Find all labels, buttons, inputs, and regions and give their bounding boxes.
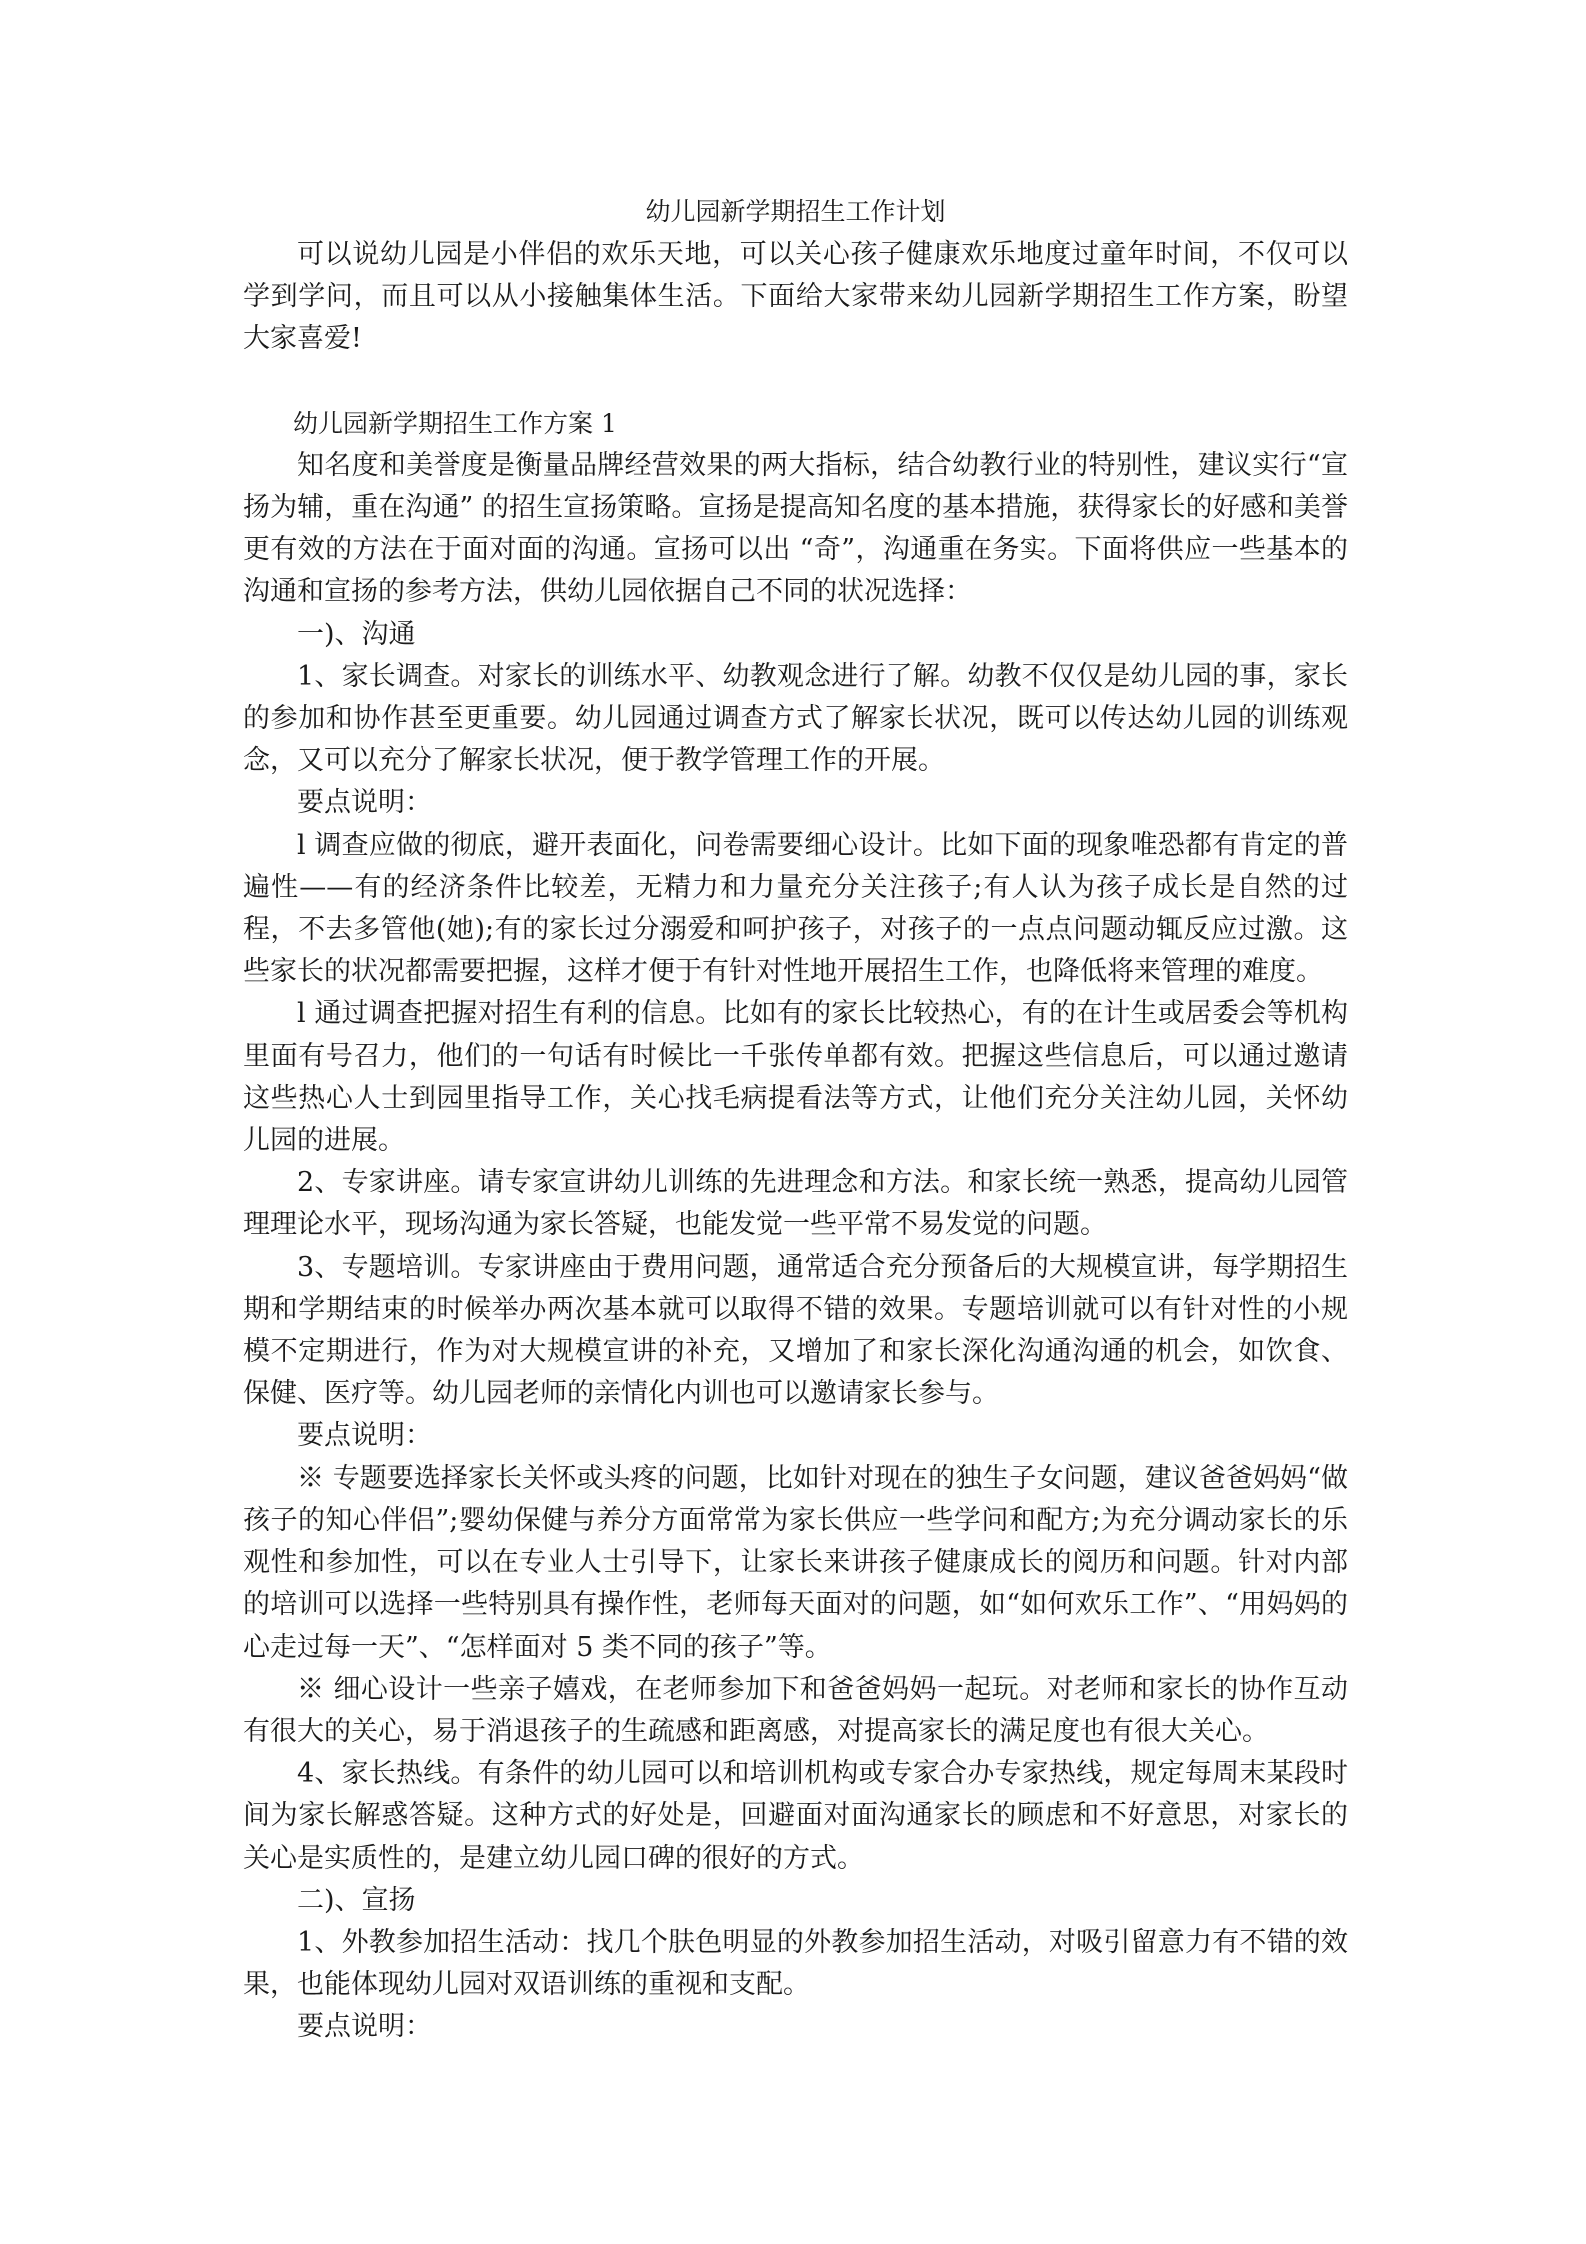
paragraph-parent-survey: 1、家长调查。对家长的训练水平、幼教观念进行了解。幼教不仅仅是幼儿园的事，家长的参加和协作甚至更重要。幼儿园通过调查方式了解家长状况，既可以传达幼儿园的训练观念，又可以充分了解家长状况，便于教学管理工作的开展。 [243, 660, 1348, 777]
note-topic-selection: ※ 专题要选择家长关怀或头疼的问题，比如针对现在的独生子女问题，建议爸爸妈妈“做孩子的知心伴侣”;婴幼保健与养分方面常常为家长供应一些学问和配方;为充分调动家长的乐观性和参加性，可以在专业人士引导下，让家长来讲孩子健康成长的阅历和问题。针对内部的培训可以选择一些特别具有操作性，老师每天面对的问题，如“如何欢乐工作”、“用妈妈的心走过每一天”、“怎样面对 5 类不同的孩子”等。 [243, 1462, 1348, 1663]
note-parent-child-games: ※ 细心设计一些亲子嬉戏，在老师参加下和爸爸妈妈一起玩。对老师和家长的协作互动有很大的关心，易于消退孩子的生疏感和距离感，对提高家长的满足度也有很大关心。 [243, 1673, 1348, 1747]
section-heading-promotion: 二)、宣扬 [297, 1884, 416, 1916]
paragraph-parent-hotline: 4、家长热线。有条件的幼儿园可以和培训机构或专家合办专家热线，规定每周末某段时间为家长解惑答疑。这种方式的好处是，回避面对面沟通家长的顾虑和不好意思，对家长的关心是实质性的，是建立幼儿园口碑的很好的方式。 [243, 1758, 1348, 1874]
section-heading-communication: 一)、沟通 [297, 618, 416, 650]
plan-heading: 幼儿园新学期招生工作方案 1 [293, 408, 617, 438]
blank-line [243, 361, 1348, 403]
document-title: 幼儿园新学期招生工作计划 [645, 197, 946, 226]
bullet-survey-info: l 通过调查把握对招生有利的信息。比如有的家长比较热心，有的在计生或居委会等机构里面有号召力，他们的一句话有时候比一千张传单都有效。把握这些信息后，可以通过邀请这些热心人士到园里指导工作，关心找毛病提看法等方式，让他们充分关注幼儿园，关怀幼儿园的进展。 [243, 998, 1348, 1157]
key-points-label: 要点说明： [297, 787, 432, 819]
paragraph-strategy: 知名度和美誉度是衡量品牌经营效果的两大指标，结合幼教行业的特别性，建议实行“宣扬为辅，重在沟通” 的招生宣扬策略。宣扬是提高知名度的基本措施，获得家长的好感和美誉更有效的方法在于面对面的沟通。宣扬可以出 “奇”，沟通重在务实。下面将供应一些基本的沟通和宣扬的参考方法，供幼儿园依据自己不同的状况选择： [243, 449, 1348, 608]
paragraph-expert-lecture: 2、专家讲座。请专家宣讲幼儿训练的先进理念和方法。和家长统一熟悉，提高幼儿园管理理论水平，现场沟通为家长答疑，也能发觉一些平常不易发觉的问题。 [243, 1167, 1348, 1241]
paragraph-foreign-teachers: 1、外教参加招生活动：找几个肤色明显的外教参加招生活动，对吸引留意力有不错的效果，也能体现幼儿园对双语训练的重视和支配。 [243, 1926, 1348, 2001]
key-points-label: 要点说明： [297, 1420, 432, 1452]
intro-paragraph: 可以说幼儿园是小伴侣的欢乐天地，可以关心孩子健康欢乐地度过童年时间，不仅可以学到学问，而且可以从小接触集体生活。下面给大家带来幼儿园新学期招生工作方案，盼望大家喜爱! [243, 239, 1348, 355]
bullet-survey-thorough: l 调查应做的彻底，避开表面化，问卷需要细心设计。比如下面的现象唯恐都有肯定的普遍性——有的经济条件比较差，无精力和力量充分关注孩子;有人认为孩子成长是自然的过程，不去多管他(她);有的家长过分溺爱和呵护孩子，对孩子的一点点问题动辄反应过激。这些家长的状况都需要把握，这样才便于有针对性地开展招生工作，也降低将来管理的难度。 [243, 829, 1348, 988]
document-body [243, 190, 1348, 2049]
key-points-label: 要点说明： [297, 2011, 432, 2043]
paragraph-topic-training: 3、专题培训。专家讲座由于费用问题，通常适合充分预备后的大规模宣讲，每学期招生期和学期结束的时候举办两次基本就可以取得不错的效果。专题培训就可以有针对性的小规模不定期进行，作为对大规模宣讲的补充，又增加了和家长深化沟通沟通的机会，如饮食、保健、医疗等。幼儿园老师的亲情化内训也可以邀请家长参与。 [243, 1251, 1348, 1410]
